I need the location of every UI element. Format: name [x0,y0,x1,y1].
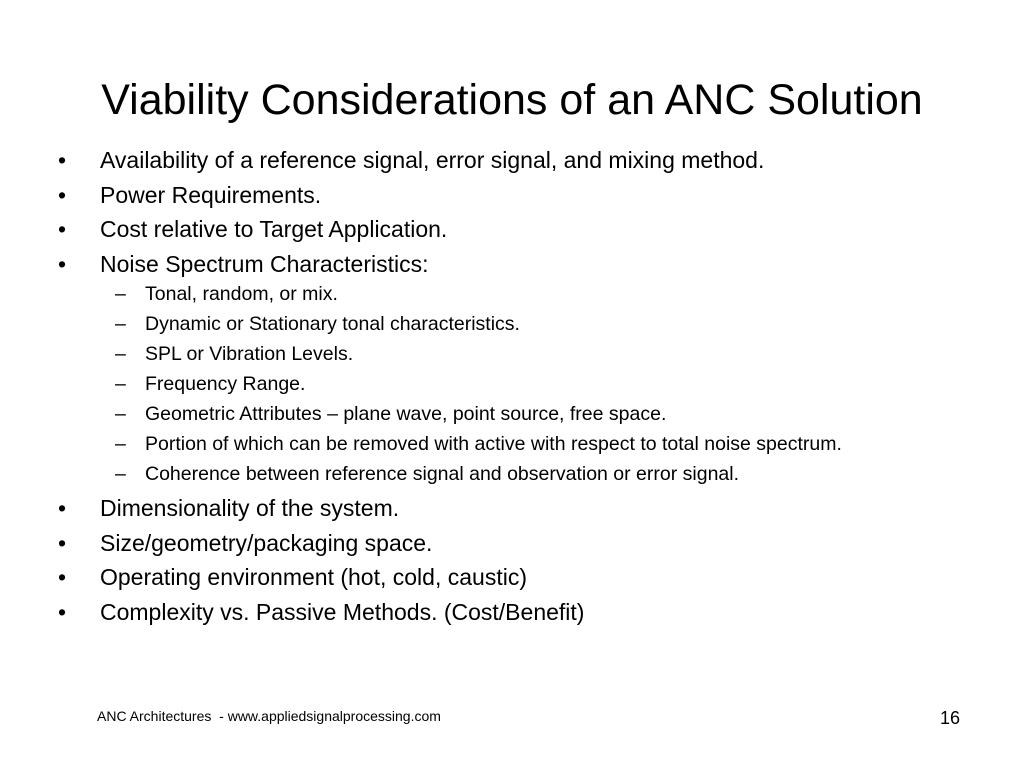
sub-bullet-item [58,313,945,335]
sub-list-wrapper [58,283,958,485]
slide-content [58,145,958,631]
bullet-text: Size/geometry/packaging space. [100,529,433,556]
slide-title: Viability Considerations of an ANC Solution [101,76,923,124]
sub-bullet-text: SPL or Vibration Levels. [145,343,354,365]
sub-bullet-item [58,403,945,425]
bullet-text: Complexity vs. Passive Methods. (Cost/Benefit) [100,598,585,625]
dash-icon: – [115,463,126,485]
sub-bullet-item [58,283,945,305]
sub-bullet-text: Frequency Range. [145,373,306,395]
sub-bullet-text: Geometric Attributes – plane wave, point source, free space. [145,403,667,425]
dash-icon: – [115,283,126,305]
sub-bullet-text: Coherence between reference signal and observation or error signal. [145,463,740,485]
bullet-text: Availability of a reference signal, error signal, and mixing method. [100,147,765,173]
sub-bullet-item [58,433,945,455]
bullet-icon: • [58,181,67,208]
bullet-icon: • [58,495,67,521]
sub-bullet-item [58,463,945,485]
dash-icon: – [115,403,126,425]
bullet-text: Operating environment (hot, cold, caustic) [100,564,527,590]
bullet-icon: • [58,598,67,625]
bullet-text: Power Requirements. [100,181,322,208]
sub-bullet-item [58,343,945,365]
bullet-item [58,528,958,558]
bullet-item [58,249,958,279]
bullet-item [58,597,958,627]
dash-icon: – [115,313,126,335]
bullet-icon: • [58,250,67,277]
sub-bullet-text: Tonal, random, or mix. [145,283,338,305]
bullet-item [58,214,958,244]
bullet-icon: • [58,564,67,590]
sub-bullet-text: Dynamic or Stationary tonal characteristics. [145,313,520,335]
bullet-text: Noise Spectrum Characteristics: [100,250,429,277]
bullet-list [58,145,958,279]
footer-source: ANC Architectures - www.appliedsignalprocessing.com [97,708,441,724]
bullet-item [58,180,958,210]
page-number: 16 [940,708,961,728]
bullet-item [58,493,958,523]
bullet-item [58,562,958,592]
bullet-icon: • [58,216,67,242]
dash-icon: – [115,343,126,365]
bullet-text: Cost relative to Target Application. [100,216,448,242]
bullet-text: Dimensionality of the system. [100,495,400,521]
sub-bullet-list [58,283,958,485]
bullet-item [58,145,958,175]
dash-icon: – [115,433,126,455]
sub-bullet-text: Portion of which can be removed with active with respect to total noise spectrum. [145,433,842,455]
bullet-list [58,493,958,627]
bullet-icon: • [58,529,67,556]
dash-icon: – [115,373,126,395]
sub-bullet-item [58,373,945,395]
bullet-icon: • [58,147,67,173]
